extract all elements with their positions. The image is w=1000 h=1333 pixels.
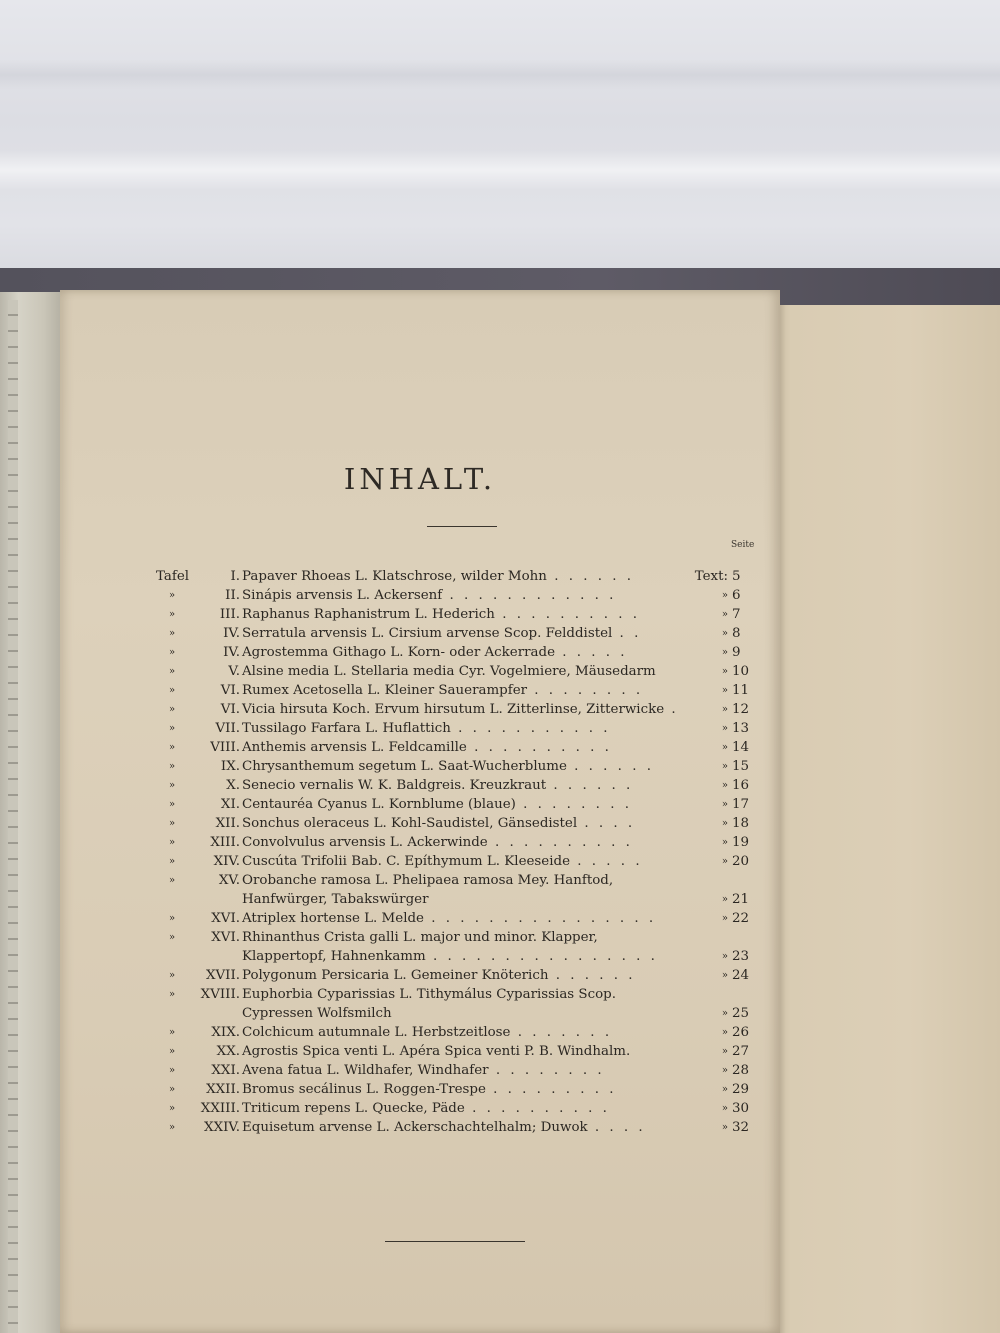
entry-title: Chrysanthemum segetum L. Saat-Wucherblume	[242, 759, 567, 774]
plate-number: XXIII.	[200, 1101, 240, 1116]
ditto-mark: »	[721, 1008, 728, 1019]
entry-title: Euphorbia Cyparissias L. Tithymálus Cyparissias Scop. Cypressen Wolfsmilch	[242, 987, 616, 1021]
entry-title: Centauréa Cyanus L. Kornblume (blaue)	[242, 797, 516, 812]
ditto-mark: »	[169, 685, 176, 696]
ditto-mark: »	[169, 742, 176, 753]
leader-dots: . . . . . . . . . . .	[450, 721, 611, 736]
toc-entry	[150, 719, 770, 738]
toc-entry	[150, 567, 770, 586]
ditto-mark: »	[169, 704, 176, 715]
plate-number: XV.	[218, 873, 240, 888]
entry-title: Alsine media L. Stellaria media Cyr. Vogelmiere, Mäusedarm	[242, 664, 656, 679]
leader-dots: . . . . . . . . . . . . . . . .	[425, 949, 658, 964]
page-number: 26	[732, 1025, 750, 1040]
toc-entry	[150, 738, 770, 757]
entry-text	[242, 1061, 682, 1080]
ditto-mark: »	[169, 856, 176, 867]
ditto-mark: »	[721, 723, 728, 734]
ditto-mark: »	[169, 1122, 176, 1133]
entry-text	[242, 776, 682, 795]
entry-title: Sinápis arvensis L. Ackersenf	[242, 588, 443, 603]
plate-number: II.	[225, 588, 240, 603]
plate-number: XVI.	[211, 911, 240, 926]
entry-title: Equisetum arvense L. Ackerschachtelhalm; Duwok	[242, 1120, 588, 1135]
ditto-mark: »	[721, 951, 728, 962]
leader-dots: . . . . . .	[546, 569, 635, 584]
ditto-mark: »	[169, 837, 176, 848]
entry-text	[242, 624, 682, 643]
page-number: 27	[732, 1044, 750, 1059]
toc-entry	[150, 1023, 770, 1042]
ditto-mark: »	[721, 799, 728, 810]
ditto-mark: »	[721, 685, 728, 696]
leader-dots: . . . . . . . .	[488, 1063, 605, 1078]
ditto-mark: »	[721, 856, 728, 867]
entry-title: Rhinanthus Crista galli L. major und minor. Klapper, Klappertopf, Hahnenkamm	[242, 930, 598, 964]
ditto-mark: »	[721, 1084, 728, 1095]
plate-number: XVIII.	[200, 987, 240, 1002]
page-number: 22	[732, 911, 750, 926]
leader-dots: . . . . .	[555, 645, 628, 660]
toc-entry	[150, 795, 770, 814]
leader-dots: . . . . . . . .	[527, 683, 644, 698]
plate-number: III.	[219, 607, 240, 622]
entry-text	[242, 757, 682, 776]
plate-number: XIV.	[213, 854, 240, 869]
leader-dots: . . . . . .	[548, 968, 636, 983]
entry-text	[242, 586, 682, 605]
entry-title: Serratula arvensis L. Cirsium arvense Scop. Felddistel	[242, 626, 613, 641]
tafel-label: Tafel	[156, 569, 190, 584]
plate-number: XXIV.	[204, 1120, 240, 1135]
ditto-mark: »	[169, 609, 176, 620]
ditto-mark: »	[721, 837, 728, 848]
plate-number: XII.	[215, 816, 240, 831]
leader-dots: . . . . . . . . . .	[494, 607, 641, 622]
toc-entry	[150, 605, 770, 624]
entry-title: Bromus secálinus L. Roggen-Trespe	[242, 1082, 486, 1097]
entry-text	[242, 852, 682, 871]
ditto-mark: »	[169, 761, 176, 772]
entry-text	[242, 700, 682, 719]
ditto-mark: »	[721, 1103, 728, 1114]
entry-title: Tussilago Farfara L. Huflattich	[242, 721, 451, 736]
leader-dots: . . . . . .	[566, 759, 654, 774]
ditto-mark: »	[169, 647, 176, 658]
toc-entry	[150, 624, 770, 643]
plate-number: VIII.	[210, 740, 240, 755]
cloth-fold	[0, 60, 1000, 90]
plate-number: VII.	[215, 721, 240, 736]
entry-text	[242, 605, 682, 624]
entry-text	[242, 928, 682, 966]
leader-dots: . . . . . . . . . .	[466, 740, 612, 755]
leader-dots: . .	[612, 626, 642, 641]
page-number: 16	[732, 778, 750, 793]
entry-text	[242, 833, 682, 852]
entry-text	[242, 681, 682, 700]
entry-title: Convolvulus arvensis L. Ackerwinde	[242, 835, 488, 850]
entry-text	[242, 643, 682, 662]
entry-title: Sonchus oleraceus L. Kohl-Saudistel, Gänsedistel	[242, 816, 578, 831]
entry-title: Atriplex hortense L. Melde	[242, 911, 424, 926]
entry-text	[242, 1099, 682, 1118]
ditto-mark: »	[169, 932, 176, 943]
page-number: 5	[732, 569, 741, 584]
entry-title: Triticum repens L. Quecke, Päde	[242, 1101, 465, 1116]
entry-text	[242, 567, 682, 586]
page-number: 10	[732, 664, 750, 679]
leader-dots: . . . . . .	[546, 778, 634, 793]
plate-number: XVI.	[211, 930, 240, 945]
ditto-mark: »	[169, 666, 176, 677]
entry-title: Avena fatua L. Wildhafer, Windhafer	[242, 1063, 489, 1078]
leader-dots: . . . . .	[570, 854, 643, 869]
plate-number: VI.	[220, 702, 240, 717]
toc-entry	[150, 1099, 770, 1118]
leader-dots: . . . .	[577, 816, 636, 831]
entry-text	[242, 814, 682, 833]
right-page	[772, 305, 1000, 1333]
plate-number: IV.	[223, 626, 240, 641]
plate-number: V.	[228, 664, 240, 679]
title-rule	[427, 526, 497, 527]
page-number: 12	[732, 702, 750, 717]
plate-number: XX.	[216, 1044, 240, 1059]
entry-title: Colchicum autumnale L. Herbstzeitlose	[242, 1025, 511, 1040]
toc-entry	[150, 757, 770, 776]
page-number: 6	[732, 588, 741, 603]
ditto-mark: »	[721, 647, 728, 658]
bottom-rule	[385, 1241, 525, 1242]
ditto-mark: »	[169, 1103, 176, 1114]
entry-text	[242, 1118, 682, 1137]
page-title: INHALT.	[343, 462, 497, 496]
page-number: 20	[732, 854, 750, 869]
leader-dots: . . . . . . . . .	[485, 1082, 617, 1097]
ditto-mark: »	[721, 704, 728, 715]
cloth-fold	[0, 150, 1000, 190]
page-number: 14	[732, 740, 750, 755]
entry-text	[242, 1023, 682, 1042]
entry-text	[242, 966, 682, 985]
ditto-mark: »	[721, 1122, 728, 1133]
ditto-mark: »	[721, 894, 728, 905]
leader-dots: . . . .	[587, 1120, 646, 1135]
plate-number: I.	[230, 569, 240, 584]
toc-entry	[150, 833, 770, 852]
entry-title: Rumex Acetosella L. Kleiner Sauerampfer	[242, 683, 528, 698]
entry-text	[242, 1080, 682, 1099]
ditto-mark: »	[721, 780, 728, 791]
page-number: 19	[732, 835, 750, 850]
ditto-mark: »	[169, 1065, 176, 1076]
text-label: Text:	[694, 569, 728, 584]
ditto-mark: »	[169, 913, 176, 924]
page-number: 8	[732, 626, 741, 641]
page-number: 30	[732, 1101, 750, 1116]
toc-entry	[150, 681, 770, 700]
plate-number: IX.	[220, 759, 240, 774]
toc-entry	[150, 1118, 770, 1137]
plate-number: XXI.	[211, 1063, 240, 1078]
leader-dots: . . . . . . . . . .	[487, 835, 633, 850]
plate-number: XVII.	[205, 968, 240, 983]
toc-entry	[150, 643, 770, 662]
ditto-mark: »	[169, 723, 176, 734]
book-spine-binding	[8, 300, 18, 1333]
page-number: 9	[732, 645, 741, 660]
plate-number: VI.	[220, 683, 240, 698]
ditto-mark: »	[721, 628, 728, 639]
toc-entry	[150, 928, 770, 966]
ditto-mark: »	[169, 989, 176, 1000]
leader-dots: . . . . . . . .	[515, 797, 632, 812]
page-number: 29	[732, 1082, 750, 1097]
entry-title: Papaver Rhoeas L. Klatschrose, wilder Mohn	[242, 569, 547, 584]
toc-entry	[150, 966, 770, 985]
leader-dots: . . . . . . . . . . . . . . . .	[423, 911, 657, 926]
ditto-mark: »	[721, 913, 728, 924]
plate-number: X.	[226, 778, 240, 793]
entry-text	[242, 662, 682, 681]
toc-entry	[150, 662, 770, 681]
ditto-mark: »	[721, 818, 728, 829]
page-number: 13	[732, 721, 750, 736]
ditto-mark: »	[721, 666, 728, 677]
ditto-mark: »	[169, 1027, 176, 1038]
ditto-mark: »	[721, 742, 728, 753]
toc-entry	[150, 586, 770, 605]
entry-title: Polygonum Persicaria L. Gemeiner Knöterich	[242, 968, 549, 983]
ditto-mark: »	[169, 780, 176, 791]
ditto-mark: »	[721, 761, 728, 772]
leader-dots: . . . . . . .	[510, 1025, 613, 1040]
toc-entry	[150, 985, 770, 1023]
entry-title: Senecio vernalis W. K. Baldgreis. Kreuzkraut	[242, 778, 547, 793]
toc-entry	[150, 1061, 770, 1080]
entry-title: Cuscúta Trifolii Bab. C. Epíthymum L. Kleeseide	[242, 854, 571, 869]
toc-entry	[150, 814, 770, 833]
entry-text	[242, 1042, 682, 1061]
entry-text	[242, 985, 682, 1023]
page-number: 15	[732, 759, 750, 774]
leader-dots: . . . . . . . . . . . .	[442, 588, 617, 603]
page-number: 23	[732, 949, 750, 964]
toc-entry	[150, 871, 770, 909]
plate-number: XIX.	[211, 1025, 240, 1040]
ditto-mark: »	[169, 590, 176, 601]
entry-title: Raphanus Raphanistrum L. Hederich	[242, 607, 495, 622]
ditto-mark: »	[721, 1046, 728, 1057]
toc-entry	[150, 852, 770, 871]
page-number: 17	[732, 797, 750, 812]
entry-text	[242, 738, 682, 757]
plate-number: XIII.	[210, 835, 240, 850]
entry-title: Vicia hirsuta Koch. Ervum hirsutum L. Zitterlinse, Zitterwicke	[242, 702, 665, 717]
table-of-contents	[150, 567, 770, 1137]
ditto-mark: »	[169, 875, 176, 886]
entry-title: Agrostemma Githago L. Korn- oder Ackerrade	[242, 645, 555, 660]
toc-entry	[150, 700, 770, 719]
page-number: 24	[732, 968, 750, 983]
ditto-mark: »	[721, 970, 728, 981]
plate-number: IV.	[223, 645, 240, 660]
ditto-mark: »	[721, 1065, 728, 1076]
toc-entry	[150, 776, 770, 795]
entry-title: Agrostis Spica venti L. Apéra Spica venti P. B. Windhalm.	[242, 1044, 631, 1059]
leader-dots: . . . . . . . . . .	[464, 1101, 610, 1116]
ditto-mark: »	[169, 799, 176, 810]
ditto-mark: »	[721, 1027, 728, 1038]
leader-dots: .	[664, 702, 679, 717]
ditto-mark: »	[169, 628, 176, 639]
toc-entry	[150, 1080, 770, 1099]
entry-title: Anthemis arvensis L. Feldcamille	[242, 740, 467, 755]
page-number: 21	[732, 892, 750, 907]
toc-entry	[150, 1042, 770, 1061]
entry-text	[242, 719, 682, 738]
ditto-mark: »	[721, 590, 728, 601]
ditto-mark: »	[169, 970, 176, 981]
page-number: 28	[732, 1063, 750, 1078]
ditto-mark: »	[169, 1084, 176, 1095]
ditto-mark: »	[169, 818, 176, 829]
ditto-mark: »	[721, 609, 728, 620]
plate-number: XXII.	[206, 1082, 240, 1097]
page-number: 18	[732, 816, 750, 831]
entry-text	[242, 795, 682, 814]
entry-text	[242, 871, 682, 909]
toc-entry	[150, 909, 770, 928]
page-number: 32	[732, 1120, 750, 1135]
plate-number: XI.	[220, 797, 240, 812]
page-number: 11	[732, 683, 750, 698]
seite-column-header: Seite	[731, 540, 755, 550]
entry-title: Orobanche ramosa L. Phelipaea ramosa Mey. Hanftod, Hanfwürger, Tabakswürger	[242, 873, 614, 907]
entry-text	[242, 909, 682, 928]
page-number: 7	[732, 607, 741, 622]
page-number: 25	[732, 1006, 750, 1021]
ditto-mark: »	[169, 1046, 176, 1057]
